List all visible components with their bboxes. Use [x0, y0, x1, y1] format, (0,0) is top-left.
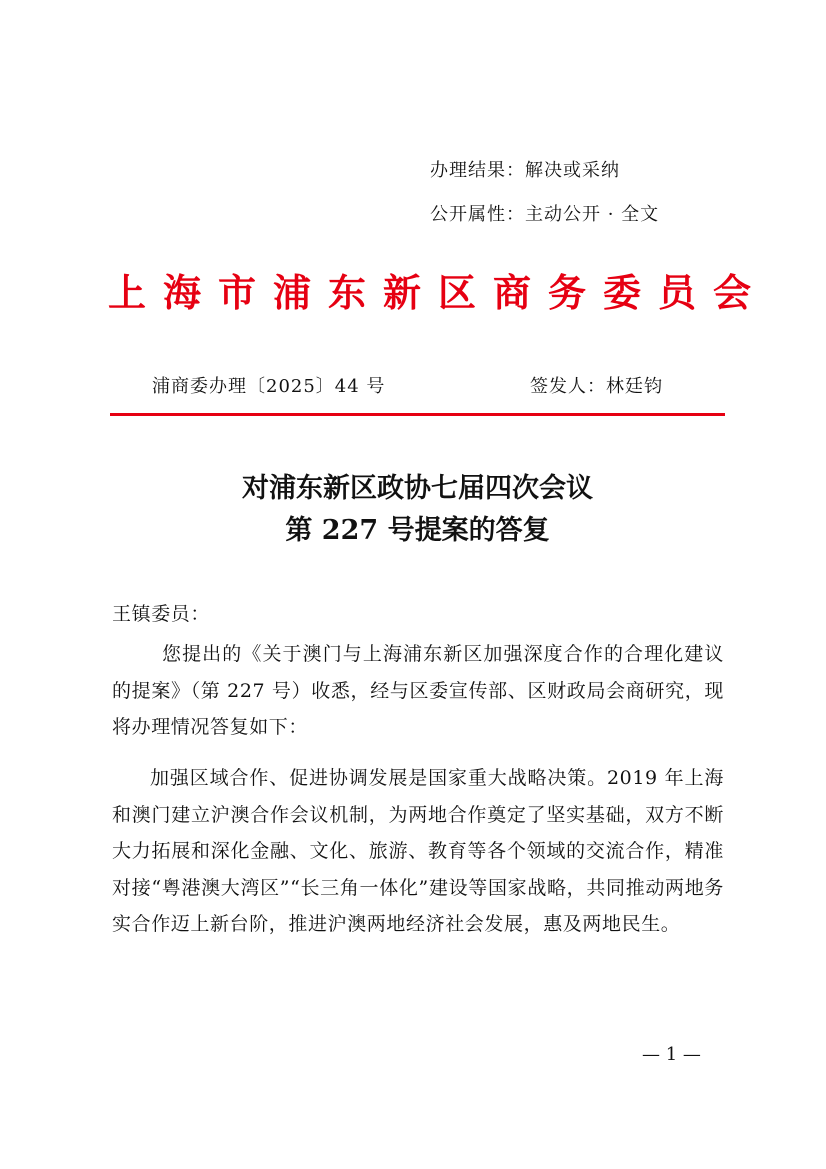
body-paragraph: 您提出的《关于澳门与上海浦东新区加强深度合作的合理化建议的提案》（第 227 号）收悉，经与区委宣传部、区财政局会商研究，现将办理情况答复如下：: [112, 643, 724, 738]
document-number: 浦商委办理〔2025〕44 号: [152, 376, 386, 397]
handling-result: 办理结果：解决或采纳: [430, 160, 620, 181]
red-divider: [110, 413, 725, 416]
disclosure-attribute: 公开属性：主动公开 · 全文: [430, 204, 660, 225]
document-title-line-1: 对浦东新区政协七届四次会议: [242, 473, 593, 504]
document-title-line-2: 第 227 号提案的答复: [285, 515, 550, 546]
issuing-organization: 上海市浦东新区商务委员会: [108, 270, 769, 315]
body-paragraph: 加强区域合作、促进协调发展是国家重大战略决策。2019 年上海和澳门建立沪澳合作会议机制，为两地合作奠定了坚实基础，双方不断大力拓展和深化金融、文化、旅游、教育等各个领域的交流合作，精准对接“粤港澳大湾区”“长三角一体化”建设等国家战略，共同推动两地务实合作迈上新台阶，推进沪澳两地经济社会发展，惠及两地民生。: [112, 767, 724, 935]
signer: 签发人：林廷钧: [530, 376, 663, 397]
page-number: — 1 —: [642, 1044, 701, 1065]
salutation: 王镇委员：: [112, 603, 211, 625]
